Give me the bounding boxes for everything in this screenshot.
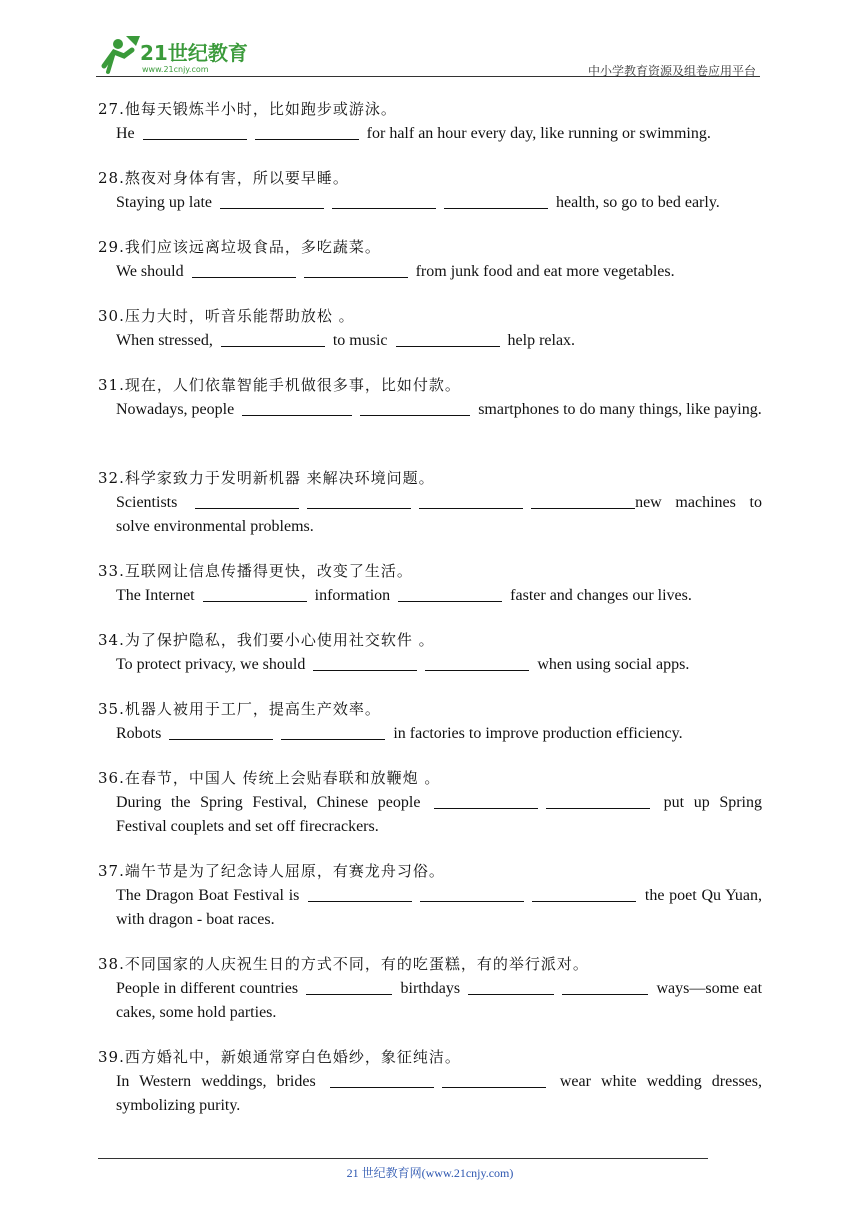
exercise-en: People in different countries birthdays ways—some eat cakes, some hold parties. (116, 980, 763, 1021)
logo-url: www.21cnjy.com (142, 65, 209, 74)
exercise-cn: 38.不同国家的人庆祝生日的方式不同，有的吃蛋糕，有的举行派对。 (98, 955, 589, 973)
exercise-cn: 36.在春节，中国人 传统上会贴春联和放鞭炮 。 (98, 769, 441, 787)
answer-blank[interactable] (330, 1071, 434, 1088)
answer-blank[interactable] (419, 492, 523, 509)
exercise-en: The Internet information faster and changes our lives. (116, 587, 692, 604)
answer-blank[interactable] (203, 585, 307, 602)
exercise-en: We should from junk food and eat more vegetables. (116, 263, 675, 280)
answer-blank[interactable] (281, 723, 385, 740)
exercise-cn: 29.我们应该远离垃圾食品，多吃蔬菜。 (98, 238, 381, 256)
exercise-en: Nowadays, people smartphones to do many things, like paying. (116, 401, 762, 418)
answer-blank[interactable] (442, 1071, 546, 1088)
exercise-en: During the Spring Festival, Chinese people put up Spring Festival couplets and set off firecrackers. (116, 794, 763, 835)
answer-blank[interactable] (468, 978, 554, 995)
exercise-en: In Western weddings, brides wear white wedding dresses, symbolizing purity. (116, 1073, 763, 1114)
exercise-27 (98, 98, 762, 167)
answer-blank[interactable] (195, 492, 299, 509)
answer-blank[interactable] (444, 192, 548, 209)
answer-blank[interactable] (546, 792, 650, 809)
answer-blank[interactable] (304, 261, 408, 278)
answer-blank[interactable] (398, 585, 502, 602)
exercise-cn: 30.压力大时，听音乐能帮助放松 。 (98, 307, 355, 325)
answer-blank[interactable] (313, 654, 417, 671)
answer-blank[interactable] (169, 723, 273, 740)
exercise-cn: 28.熬夜对身体有害，所以要早睡。 (98, 169, 349, 187)
answer-blank[interactable] (434, 792, 538, 809)
footer-text: 21 世纪教育网(www.21cnjy.com) (346, 1166, 514, 1180)
answer-blank[interactable] (396, 330, 500, 347)
exercise-37 (98, 860, 762, 953)
exercise-32 (98, 467, 762, 560)
exercise-en: He for half an hour every day, like running or swimming. (116, 125, 711, 142)
answer-blank[interactable] (420, 885, 524, 902)
exercise-en: When stressed, to music help relax. (116, 332, 576, 349)
exercise-cn: 32.科学家致力于发明新机器 来解决环境问题。 (98, 469, 435, 487)
exercise-38 (98, 953, 762, 1046)
answer-blank[interactable] (242, 399, 352, 416)
answer-blank[interactable] (531, 492, 635, 509)
answer-blank[interactable] (192, 261, 296, 278)
exercise-33 (98, 560, 762, 629)
exercise-cn: 34.为了保护隐私，我们要小心使用社交软件 。 (98, 631, 435, 649)
exercise-cn: 31.现在，人们依靠智能手机做很多事，比如付款。 (98, 376, 461, 394)
answer-blank[interactable] (332, 192, 436, 209)
header-divider (96, 76, 760, 77)
exercise-en: The Dragon Boat Festival is the poet Qu Yuan, with dragon - boat races. (116, 887, 763, 928)
answer-blank[interactable] (220, 192, 324, 209)
header-platform-text: 中小学教育资源及组卷应用平台 (587, 64, 756, 78)
answer-blank[interactable] (308, 885, 412, 902)
page-header (96, 32, 760, 78)
exercise-en: To protect privacy, we should when using social apps. (116, 656, 690, 673)
exercise-35 (98, 698, 762, 767)
exercise-39 (98, 1046, 762, 1139)
exercise-29 (98, 236, 762, 305)
answer-blank[interactable] (425, 654, 529, 671)
footer-divider (98, 1158, 708, 1159)
answer-blank[interactable] (532, 885, 636, 902)
exercise-31 (98, 374, 762, 467)
exercise-30 (98, 305, 762, 374)
answer-blank[interactable] (306, 978, 392, 995)
exercise-en: Staying up late health, so go to bed early. (116, 194, 720, 211)
answer-blank[interactable] (221, 330, 325, 347)
answer-blank[interactable] (562, 978, 648, 995)
logo (96, 32, 266, 76)
exercise-list (98, 98, 762, 1139)
exercise-en: Robots in factories to improve production efficiency. (116, 725, 683, 742)
exercise-cn: 37.端午节是为了纪念诗人屈原，有赛龙舟习俗。 (98, 862, 445, 880)
exercise-34 (98, 629, 762, 698)
exercise-cn: 35.机器人被用于工厂，提高生产效率。 (98, 700, 381, 718)
exercise-cn: 27.他每天锻炼半小时，比如跑步或游泳。 (98, 100, 397, 118)
answer-blank[interactable] (307, 492, 411, 509)
exercise-en: Scientists new machines to solve environmental problems. (116, 494, 763, 535)
answer-blank[interactable] (255, 123, 359, 140)
logo-text: 21世纪教育 (140, 41, 248, 65)
exercise-cn: 39.西方婚礼中，新娘通常穿白色婚纱，象征纯洁。 (98, 1048, 461, 1066)
exercise-36 (98, 767, 762, 860)
answer-blank[interactable] (360, 399, 470, 416)
answer-blank[interactable] (143, 123, 247, 140)
exercise-cn: 33.互联网让信息传播得更快，改变了生活。 (98, 562, 413, 580)
exercise-28 (98, 167, 762, 236)
